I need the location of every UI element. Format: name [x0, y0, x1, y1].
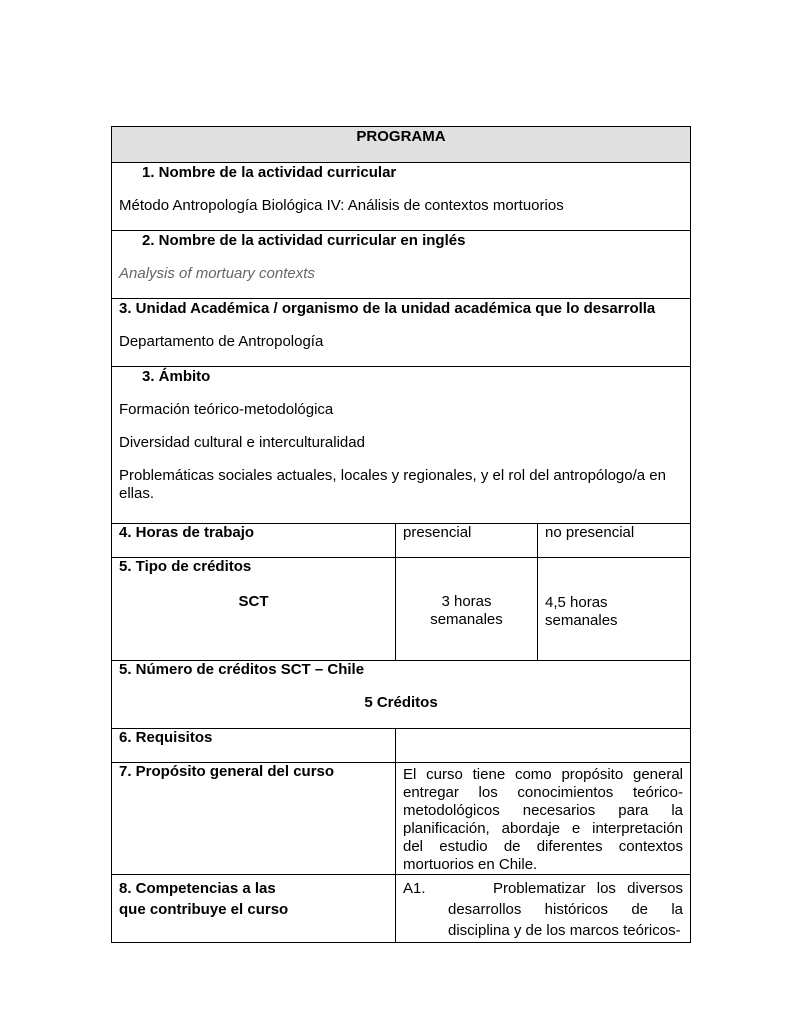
- requirements-label: 6. Requisitos: [112, 729, 396, 763]
- table-title: PROGRAMA: [112, 127, 691, 163]
- hours-label: 4. Horas de trabajo: [112, 524, 396, 558]
- course-name-english: Analysis of mortuary contexts: [119, 265, 315, 282]
- competency-a1: A1. Problematizar los diversos desarrollos históricos de la disciplina y de los marcos teóricos-: [403, 880, 688, 939]
- program-table: [111, 126, 691, 943]
- credit-type-label: 5. Tipo de créditos: [119, 558, 252, 575]
- hours-no-presencial: no presencial: [538, 524, 691, 558]
- competencies-label: 8. Competencias a las que contribuye el curso: [112, 875, 396, 943]
- no-presencial-hours: 4,5 horas semanales: [545, 594, 618, 629]
- purpose-text: El curso tiene como propósito general entregar los conocimientos teórico-metodológicos necesarios para la planificación, abordaje e interpretación del estudio de diferentes contextos mortuorios en Chile.: [396, 763, 691, 875]
- course-name: Método Antropología Biológica IV: Análisis de contextos mortuorios: [119, 197, 564, 214]
- credits-number: 5 Créditos: [364, 694, 438, 711]
- section-3-heading: 3. Unidad Académica / organismo de la unidad académica que lo desarrolla: [119, 300, 656, 317]
- credit-type: SCT: [238, 593, 269, 610]
- section-1-heading: 1. Nombre de la actividad curricular: [142, 164, 397, 181]
- section-2-heading: 2. Nombre de la actividad curricular en inglés: [142, 232, 466, 249]
- ambito-item: Diversidad cultural e interculturalidad: [119, 434, 365, 451]
- ambito-heading: 3. Ámbito: [142, 368, 211, 385]
- academic-unit: Departamento de Antropología: [119, 333, 324, 350]
- ambito-item: Problemáticas sociales actuales, locales y regionales, y el rol del antropólogo/a en ellas.: [119, 467, 666, 502]
- presencial-hours: 3 horas semanales: [430, 593, 503, 628]
- credits-number-label: 5. Número de créditos SCT – Chile: [119, 661, 365, 678]
- ambito-item: Formación teórico-metodológica: [119, 401, 334, 418]
- requirements-value: [396, 729, 691, 763]
- hours-presencial: presencial: [396, 524, 538, 558]
- purpose-label: 7. Propósito general del curso: [112, 763, 396, 875]
